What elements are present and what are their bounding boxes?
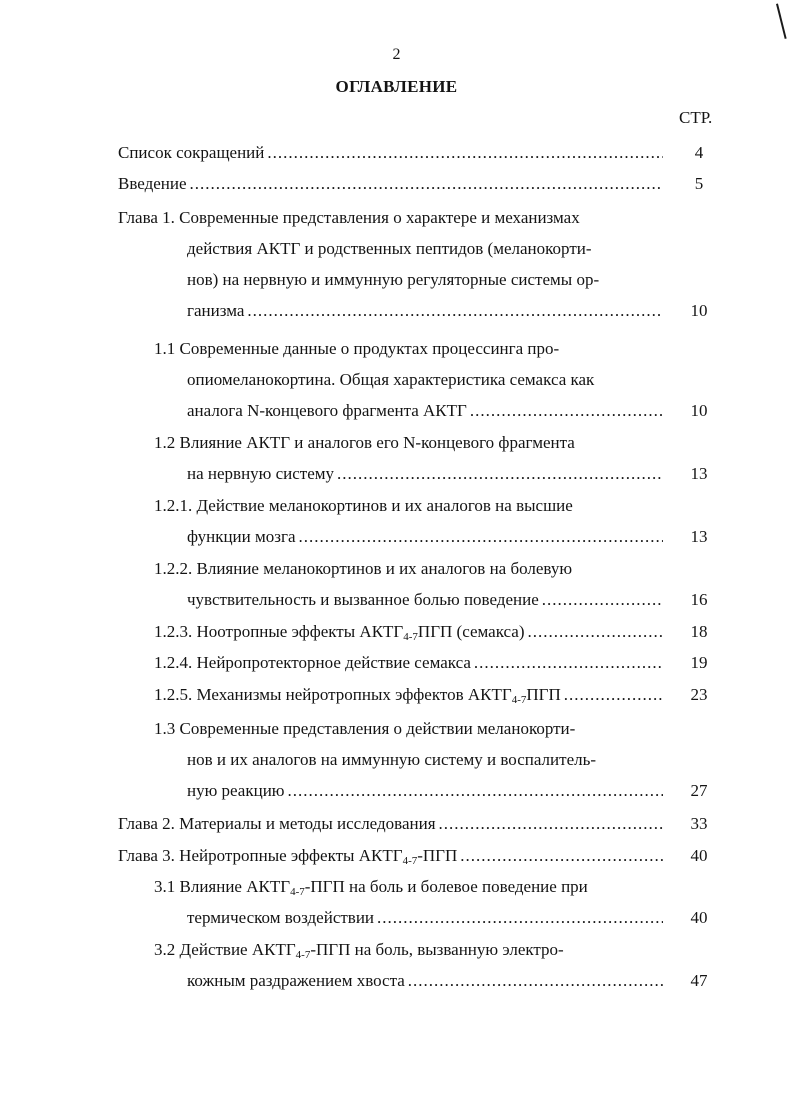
toc-entry-section-1-1-line[interactable]: аналога N-концевого фрагмента АКТГ ..... (187, 400, 663, 422)
toc-entry-section-1-2-3[interactable]: 1.2.3. Ноотропные эффекты $АКТГ_{4-7}ПГП$ (семакса) ..... (154, 621, 663, 643)
toc-entry-section-3-2-line[interactable]: кожным раздражением хвоста ..... (187, 970, 663, 992)
toc-entry-section-1-3-line[interactable]: 1.3 Современные представления о действии меланокорти- (154, 719, 576, 738)
toc-page-number: 10 (690, 301, 708, 320)
toc-page-number: 47 (690, 971, 708, 990)
toc-entry-section-1-2-1-line[interactable]: функции мозга ..... (187, 526, 663, 548)
toc-entry-abbreviations[interactable]: Список сокращений ..... (118, 142, 663, 164)
toc-page-number: 18 (690, 622, 708, 641)
toc-page-number: 23 (690, 685, 708, 704)
toc-entry-section-3-1-line[interactable]: термическом воздействии ..... (187, 907, 663, 929)
toc-entry-chapter-1-line[interactable]: Глава 1. Современные представления о характере и механизмах (118, 208, 580, 227)
page-title: ОГЛАВЛЕНИЕ (335, 77, 458, 96)
toc-entry-section-1-2-2-line[interactable]: 1.2.2. Влияние меланокортинов и их аналогов на болевую (154, 559, 573, 578)
toc-entry-section-1-2-1-line[interactable]: 1.2.1. Действие меланокортинов и их аналогов на высшие (154, 496, 573, 515)
toc-entry-section-3-1-line[interactable]: 3.1 Влияние $АКТГ_{4-7}$-ПГП на боль и болевое поведение при (154, 877, 588, 898)
toc-page-number: 13 (690, 464, 708, 483)
toc-entry-section-1-1-line[interactable]: опиомеланокортина. Общая характеристика семакса как (187, 370, 595, 389)
toc-page-number: 27 (690, 781, 708, 800)
toc-entry-chapter-1-line[interactable]: нов) на нервную и иммунную регуляторные системы ор- (187, 270, 600, 289)
page-number: 2 (392, 46, 401, 63)
toc-entry-chapter-3[interactable]: Глава 3. Нейротропные эффекты $АКТГ_{4-7}$-ПГП ..... (118, 845, 663, 867)
toc-entry-section-1-2-line[interactable]: на нервную систему ..... (187, 463, 663, 485)
toc-entry-section-1-2-line[interactable]: 1.2 Влияние АКТГ и аналогов его N-концевого фрагмента (154, 433, 575, 452)
toc-entry-section-1-1-line[interactable]: 1.1 Современные данные о продуктах процессинга про- (154, 339, 560, 358)
toc-page-number: 13 (690, 527, 708, 546)
toc-page-number: 5 (694, 174, 704, 193)
toc-page-number: 40 (690, 908, 708, 927)
toc-page-number: 19 (690, 653, 708, 672)
pen-mark (776, 4, 787, 39)
toc-entry-section-3-2-line[interactable]: 3.2 Действие $АКТГ_{4-7}$-ПГП на боль, вызванную электро- (154, 940, 564, 961)
toc-page-number: 33 (690, 814, 708, 833)
toc-entry-section-1-2-2-line[interactable]: чувствительность и вызванное болью поведение ..... (187, 589, 663, 611)
toc-entry-section-1-2-4[interactable]: 1.2.4. Нейропротекторное действие семакса ..... (154, 652, 663, 674)
toc-entry-chapter-1-line[interactable]: ганизма ..... (187, 300, 663, 322)
toc-page-number: 4 (694, 143, 704, 162)
toc-entry-section-1-3-line[interactable]: ную реакцию ..... (187, 780, 663, 802)
toc-page-number: 16 (690, 590, 708, 609)
toc-page-number: 40 (690, 846, 708, 865)
toc-entry-section-1-3-line[interactable]: нов и их аналогов на иммунную систему и воспалитель- (187, 750, 597, 769)
page-column-label: СТР. (679, 108, 713, 127)
toc-entry-introduction[interactable]: Введение ..... (118, 173, 663, 195)
toc-entry-section-1-2-5[interactable]: 1.2.5. Механизмы нейротропных эффектов $АКТГ_{4-7}ПГП$ ..... (154, 684, 663, 706)
toc-entry-chapter-2[interactable]: Глава 2. Материалы и методы исследования ..... (118, 813, 663, 835)
toc-entry-chapter-1-line[interactable]: действия АКТГ и родственных пептидов (меланокорти- (187, 239, 592, 258)
toc-page-number: 10 (690, 401, 708, 420)
